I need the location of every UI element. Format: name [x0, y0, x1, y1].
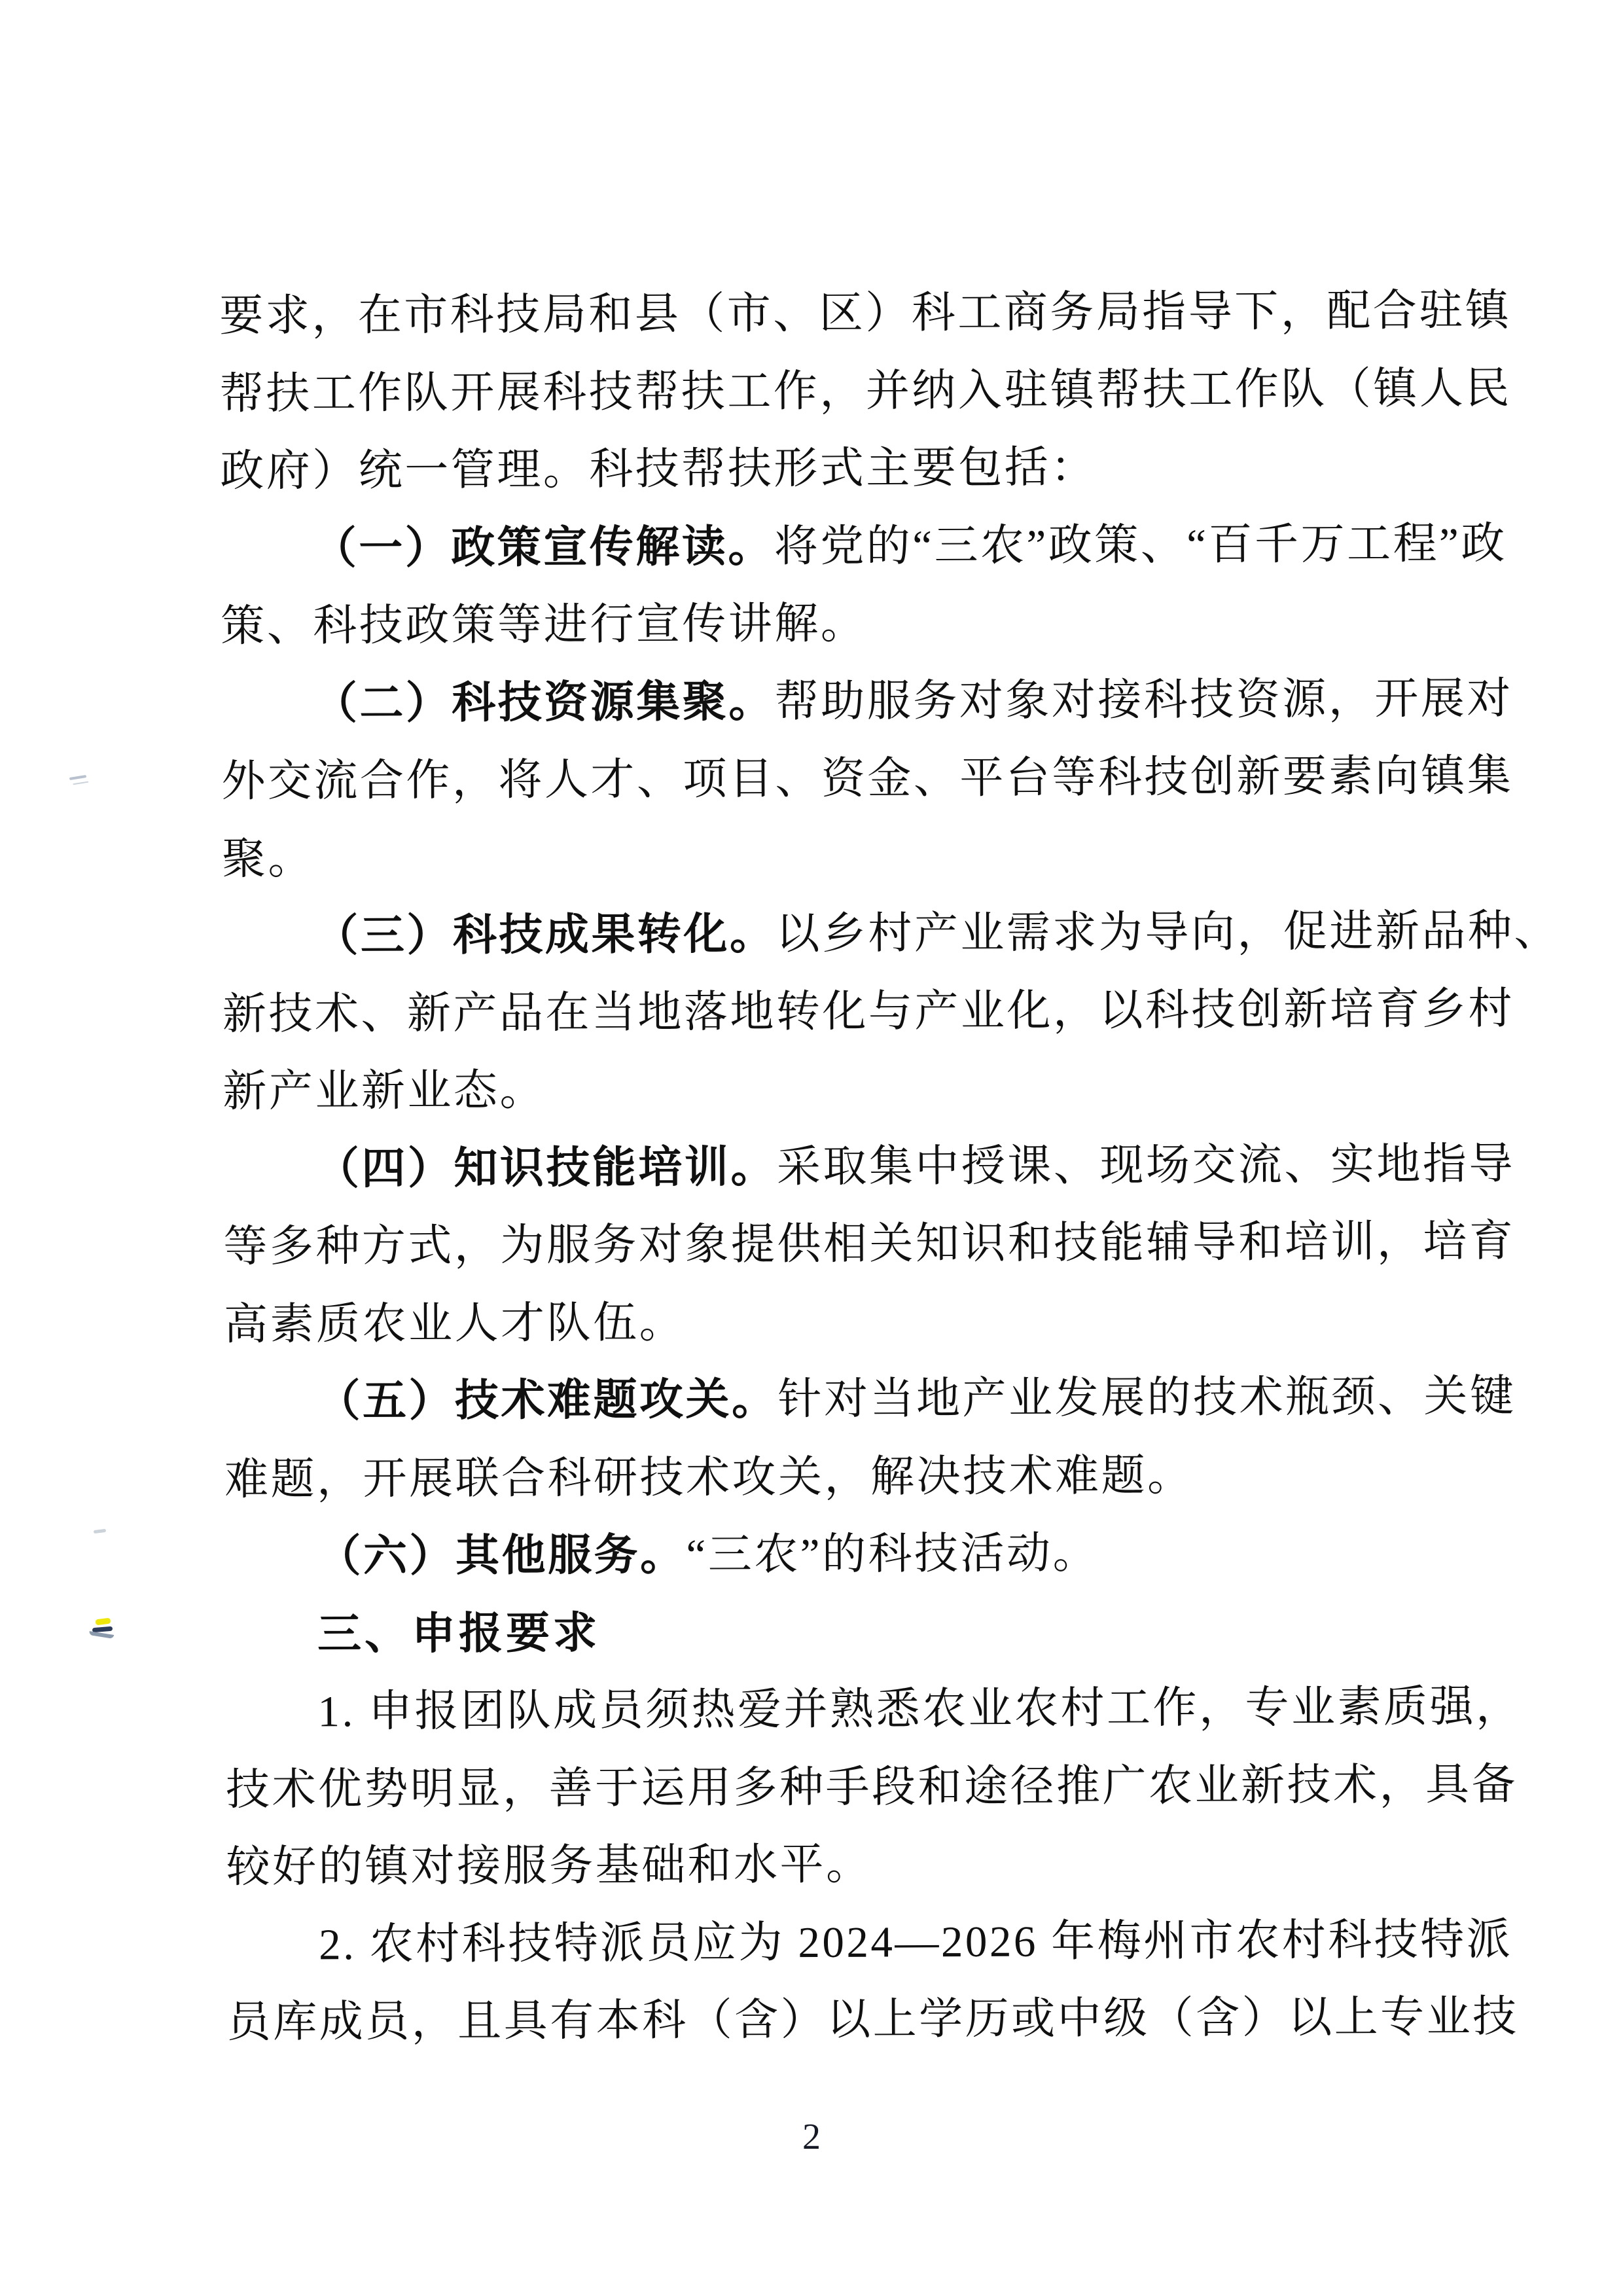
text-line: [221, 505, 1507, 588]
line-text: 等多种方式，为服务对象提供相关知识和技能辅导和培训，培育: [223, 1217, 1516, 1271]
text-line: [226, 1979, 1519, 2062]
scan-artifact: [94, 1529, 106, 1534]
text-line: [219, 350, 1512, 433]
line-text: 新技术、新产品在当地落地转化与产业化，以科技创新培育乡村: [222, 984, 1515, 1039]
line-text: 政府）统一管理。科技帮扶形式主要包括：: [220, 443, 1097, 495]
text-line: [225, 1746, 1518, 1829]
line-text: “三农”的科技活动。: [686, 1529, 1099, 1579]
text-line: [221, 660, 1513, 743]
text-line: [223, 1048, 1440, 1131]
line-text: 帮扶工作队开展科技帮扶工作，并纳入驻镇帮扶工作队（镇人民: [219, 363, 1512, 418]
text-line: [223, 1125, 1516, 1208]
text-line: [226, 1823, 1443, 1907]
text-line: [224, 1280, 1441, 1363]
text-line: [221, 583, 1438, 666]
scan-artifact: [69, 775, 86, 780]
line-text: 以乡村产业需求为导向，促进新品种、: [776, 906, 1561, 959]
line-text: 高素质农业人才队伍。: [223, 1298, 686, 1349]
text-line: [222, 893, 1561, 976]
scan-artifact: [96, 1618, 111, 1626]
text-line: [225, 1668, 1522, 1751]
line-text: 技术优势明显，善于运用多种手段和途径推广农业新技术，具备: [225, 1759, 1518, 1814]
line-text: 外交流合作，将人才、项目、资金、平台等科技创新要素向镇集: [221, 751, 1514, 806]
paragraph-lead: （一）政策宣传解读。: [312, 522, 774, 573]
line-text: 2. 农村科技特派员应为 2024—2026 年梅州市农村科技特派: [318, 1914, 1513, 1969]
paragraph-lead: （五）技术难题攻关。: [316, 1375, 778, 1426]
text-line: [224, 1513, 1442, 1596]
line-text: 较好的镇对接服务基础和水平。: [226, 1840, 872, 1892]
line-text: 新产业新业态。: [223, 1066, 546, 1116]
text-line: [224, 1435, 1442, 1518]
page-number: 2: [802, 2117, 821, 2157]
paragraph-lead: （四）知识技能培训。: [315, 1142, 777, 1193]
text-line: [220, 427, 1437, 511]
line-text: 将党的“三农”政策、“百千万工程”政: [774, 518, 1507, 571]
text-line: [222, 815, 1439, 898]
line-text: 三、申报要求: [317, 1607, 601, 1659]
line-text: 员库成员，且具有本科（含）以上学历或中级（含）以上专业技: [226, 1992, 1519, 2047]
document-body: [219, 272, 1561, 2062]
line-text: 要求，在市科技局和县（市、区）科工商务局指导下，配合驻镇: [219, 286, 1512, 340]
text-line: [223, 1203, 1516, 1286]
text-line: [221, 738, 1514, 821]
section-heading: [225, 1590, 1442, 1674]
paragraph-lead: （三）科技成果转化。: [314, 910, 776, 961]
line-text: 聚。: [221, 834, 315, 884]
paragraph-lead: （二）科技资源集聚。: [313, 677, 775, 728]
scan-artifact: [89, 1631, 114, 1639]
line-text: 难题，开展联合科研技术攻关，解决技术难题。: [224, 1451, 1194, 1504]
text-line: [222, 970, 1515, 1053]
line-text: 针对当地产业发展的技术瓶颈、关键: [777, 1372, 1516, 1424]
line-text: 采取集中授课、现场交流、实地指导: [776, 1139, 1516, 1191]
paragraph-lead: （六）其他服务。: [317, 1530, 687, 1581]
line-text: 1. 申报团队成员须热爱并熟悉农业农村工作，专业素质强，: [317, 1682, 1522, 1736]
line-text: 帮助服务对象对接科技资源，开展对: [774, 673, 1513, 726]
text-line: [224, 1358, 1516, 1441]
text-line: [226, 1901, 1513, 1984]
text-line: [219, 272, 1512, 355]
line-text: 策、科技政策等进行宣传讲解。: [221, 599, 867, 651]
